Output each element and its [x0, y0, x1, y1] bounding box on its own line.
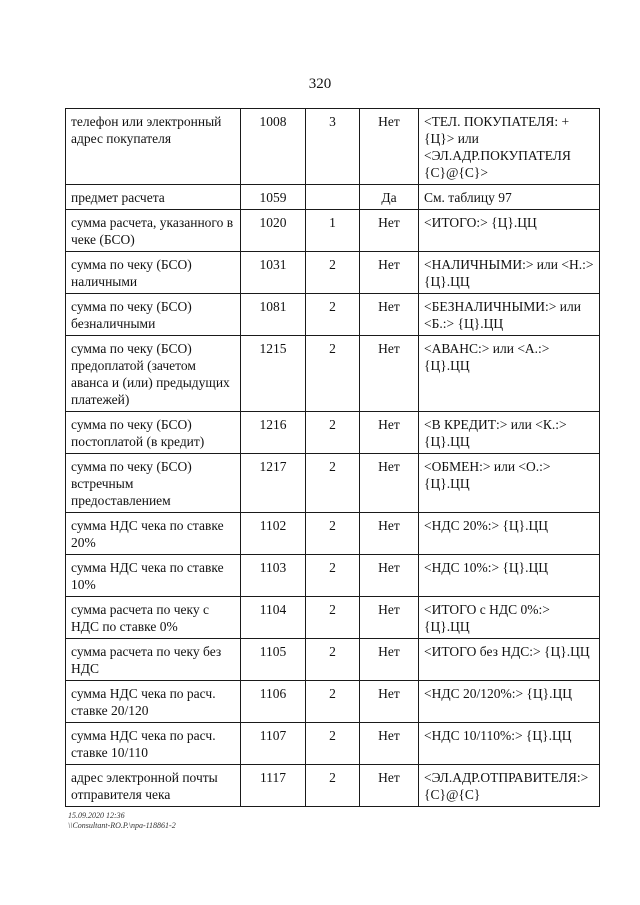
cell-print: <НДС 20%:> {Ц}.ЦЦ — [419, 513, 600, 555]
table-row — [66, 597, 600, 639]
cell-print: См. таблицу 97 — [419, 185, 600, 210]
cell-name: сумма НДС чека по ставке 20% — [66, 513, 241, 555]
table-row — [66, 294, 600, 336]
cell-format: 2 — [306, 681, 360, 723]
cell-tag: 1081 — [241, 294, 306, 336]
cell-name: сумма по чеку (БСО) постоплатой (в кредит) — [66, 412, 241, 454]
table-body — [66, 109, 600, 807]
cell-name: сумма по чеку (БСО) безналичными — [66, 294, 241, 336]
cell-print: <НДС 20/120%:> {Ц}.ЦЦ — [419, 681, 600, 723]
footer-doc-id: \\Consultant-RO.P.\npa-118861-2 — [68, 821, 176, 830]
cell-format: 2 — [306, 336, 360, 412]
cell-required: Нет — [360, 294, 419, 336]
footer-date: 15.09.2020 12:36 — [68, 811, 125, 820]
cell-tag: 1106 — [241, 681, 306, 723]
cell-required: Нет — [360, 513, 419, 555]
cell-tag: 1215 — [241, 336, 306, 412]
cell-format: 2 — [306, 454, 360, 513]
cell-tag: 1031 — [241, 252, 306, 294]
table-row — [66, 454, 600, 513]
cell-print: <В КРЕДИТ:> или <К.:> {Ц}.ЦЦ — [419, 412, 600, 454]
cell-required: Нет — [360, 597, 419, 639]
cell-tag: 1102 — [241, 513, 306, 555]
cell-name: телефон или электронный адрес покупателя — [66, 109, 241, 185]
cell-name: сумма расчета по чеку без НДС — [66, 639, 241, 681]
cell-print: <БЕЗНАЛИЧНЫМИ:> или <Б.:> {Ц}.ЦЦ — [419, 294, 600, 336]
cell-tag: 1008 — [241, 109, 306, 185]
cell-format: 2 — [306, 765, 360, 807]
table-row — [66, 555, 600, 597]
cell-tag: 1020 — [241, 210, 306, 252]
cell-required: Да — [360, 185, 419, 210]
cell-format — [306, 185, 360, 210]
cell-tag: 1107 — [241, 723, 306, 765]
cell-required: Нет — [360, 555, 419, 597]
cell-name: сумма НДС чека по ставке 10% — [66, 555, 241, 597]
cell-required: Нет — [360, 252, 419, 294]
cell-required: Нет — [360, 336, 419, 412]
cell-name: сумма НДС чека по расч. ставке 20/120 — [66, 681, 241, 723]
cell-name: сумма НДС чека по расч. ставке 10/110 — [66, 723, 241, 765]
cell-required: Нет — [360, 109, 419, 185]
cell-format: 1 — [306, 210, 360, 252]
cell-format: 3 — [306, 109, 360, 185]
cell-format: 2 — [306, 639, 360, 681]
cell-name: предмет расчета — [66, 185, 241, 210]
table-row — [66, 723, 600, 765]
cell-print: <ИТОГО без НДС:> {Ц}.ЦЦ — [419, 639, 600, 681]
cell-tag: 1117 — [241, 765, 306, 807]
table-row — [66, 513, 600, 555]
cell-format: 2 — [306, 723, 360, 765]
requisites-table — [65, 108, 600, 807]
cell-name: сумма расчета по чеку с НДС по ставке 0% — [66, 597, 241, 639]
cell-format: 2 — [306, 294, 360, 336]
table-row — [66, 639, 600, 681]
cell-required: Нет — [360, 412, 419, 454]
cell-required: Нет — [360, 210, 419, 252]
table-row — [66, 681, 600, 723]
table-row — [66, 210, 600, 252]
table-row — [66, 185, 600, 210]
table-row — [66, 252, 600, 294]
cell-tag: 1217 — [241, 454, 306, 513]
cell-format: 2 — [306, 555, 360, 597]
cell-print: <ИТОГО с НДС 0%:> {Ц}.ЦЦ — [419, 597, 600, 639]
table-row — [66, 336, 600, 412]
cell-required: Нет — [360, 639, 419, 681]
cell-tag: 1105 — [241, 639, 306, 681]
cell-format: 2 — [306, 412, 360, 454]
cell-tag: 1216 — [241, 412, 306, 454]
cell-name: сумма по чеку (БСО) наличными — [66, 252, 241, 294]
cell-tag: 1059 — [241, 185, 306, 210]
cell-print: <ОБМЕН:> или <О.:> {Ц}.ЦЦ — [419, 454, 600, 513]
cell-print: <ЭЛ.АДР.ОТПРАВИТЕЛЯ:> {С}@{С} — [419, 765, 600, 807]
cell-required: Нет — [360, 723, 419, 765]
cell-name: сумма расчета, указанного в чеке (БСО) — [66, 210, 241, 252]
cell-print: <НДС 10%:> {Ц}.ЦЦ — [419, 555, 600, 597]
cell-tag: 1103 — [241, 555, 306, 597]
cell-name: сумма по чеку (БСО) предоплатой (зачетом аванса и (или) предыдущих платежей) — [66, 336, 241, 412]
cell-required: Нет — [360, 765, 419, 807]
footer — [68, 811, 176, 831]
cell-tag: 1104 — [241, 597, 306, 639]
cell-required: Нет — [360, 454, 419, 513]
cell-required: Нет — [360, 681, 419, 723]
table-row — [66, 109, 600, 185]
cell-format: 2 — [306, 597, 360, 639]
cell-print: <ИТОГО:> {Ц}.ЦЦ — [419, 210, 600, 252]
cell-format: 2 — [306, 513, 360, 555]
cell-format: 2 — [306, 252, 360, 294]
table-row — [66, 412, 600, 454]
cell-print: <НАЛИЧНЫМИ:> или <Н.:> {Ц}.ЦЦ — [419, 252, 600, 294]
cell-name: сумма по чеку (БСО) встречным предоставлением — [66, 454, 241, 513]
table-row — [66, 765, 600, 807]
cell-print: <АВАНС:> или <А.:> {Ц}.ЦЦ — [419, 336, 600, 412]
cell-print: <ТЕЛ. ПОКУПАТЕЛЯ: + {Ц}> или <ЭЛ.АДР.ПОКУПАТЕЛЯ {С}@{С}> — [419, 109, 600, 185]
cell-name: адрес электронной почты отправителя чека — [66, 765, 241, 807]
cell-print: <НДС 10/110%:> {Ц}.ЦЦ — [419, 723, 600, 765]
page-number: 320 — [308, 76, 332, 92]
